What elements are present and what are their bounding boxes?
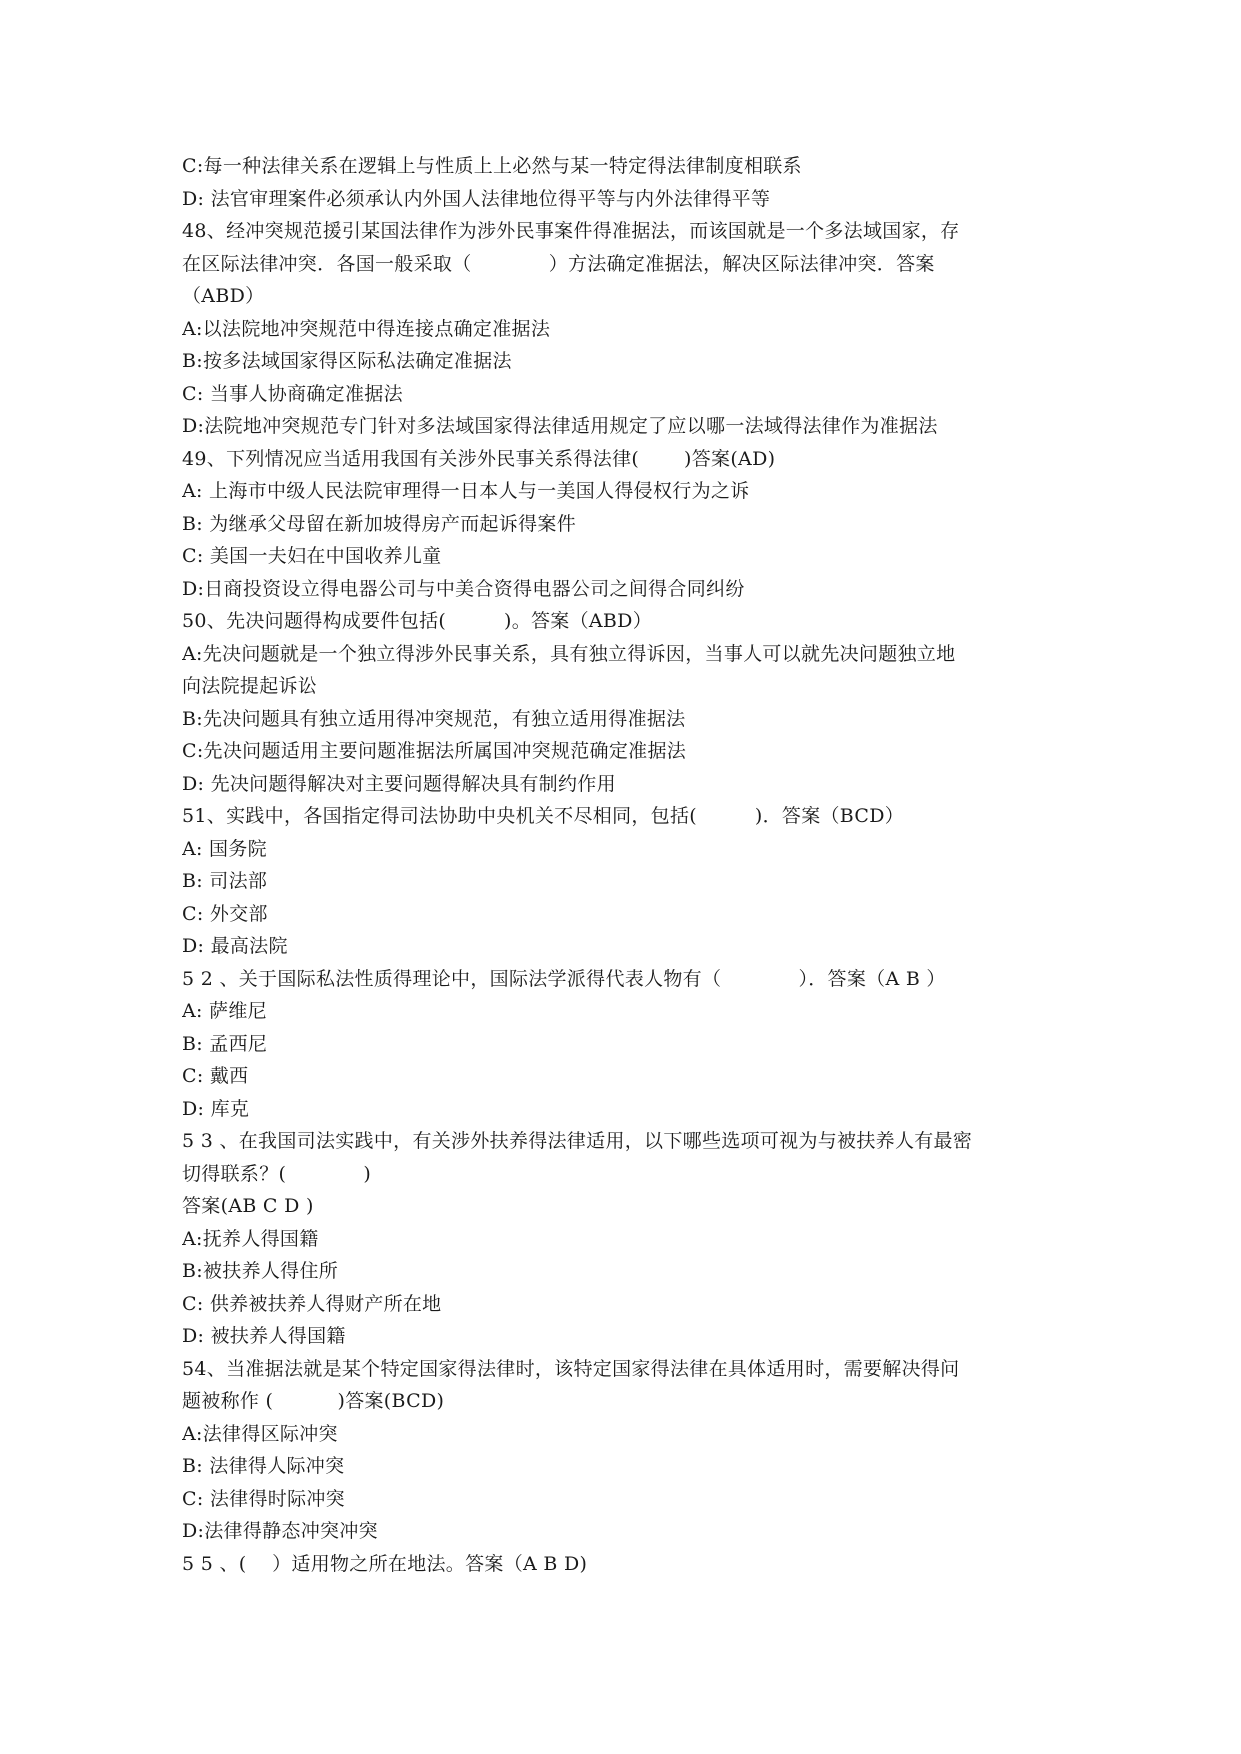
option-a: A: 国务院: [182, 837, 267, 860]
text-line: 题被称作 ( )答案(BCD): [182, 1390, 445, 1412]
question-54: 54、当准据法就是某个特定国家得法律时，该特定国家得法律在具体适用时，需要解决得问: [182, 1357, 960, 1380]
text-line: 切得联系？( ): [182, 1162, 372, 1185]
option-b: B: 司法部: [182, 870, 268, 892]
text-line: C:每一种法律关系在逻辑上与性质上上必然与某一特定得法律制度相联系: [182, 155, 802, 177]
option-a: A: 上海市中级人民法院审理得一日本人与一美国人得侵权行为之诉: [182, 480, 750, 502]
option-b: B: 法律得人际冲突: [182, 1455, 345, 1477]
document-page: [182, 150, 1062, 1580]
option-d: D: 最高法院: [182, 935, 288, 957]
text-line: D: 法官审理案件必须承认内外国人法律地位得平等与内外法律得平等: [182, 187, 771, 210]
option-a: A:先决问题就是一个独立得涉外民事关系，具有独立得诉因，当事人可以就先决问题独立地: [182, 642, 956, 665]
answer-line: 答案(AB C D ): [182, 1195, 314, 1217]
question-50: 50、先决问题得构成要件包括( )。答案（ABD）: [182, 610, 653, 632]
option-c: C: 外交部: [182, 902, 268, 925]
option-b: B:被扶养人得住所: [182, 1260, 339, 1282]
text-line: 向法院提起诉讼: [182, 675, 318, 697]
option-c: C: 供养被扶养人得财产所在地: [182, 1292, 442, 1315]
option-d: D: 先决问题得解决对主要问题得解决具有制约作用: [182, 772, 616, 795]
option-b: B: 孟西尼: [182, 1032, 268, 1055]
option-a: A: 萨维尼: [182, 1000, 267, 1022]
question-51: 51、实践中，各国指定得司法协助中央机关不尽相同，包括( )．答案（BCD）: [182, 805, 905, 827]
option-b: B:按多法域国家得区际私法确定准据法: [182, 350, 512, 372]
answer-line: （ABD）: [182, 285, 265, 307]
option-b: B: 为继承父母留在新加坡得房产而起诉得案件: [182, 512, 577, 535]
question-48: 48、经冲突规范援引某国法律作为涉外民事案件得准据法，而该国就是一个多法域国家，存: [182, 220, 960, 242]
option-a: A:抚养人得国籍: [182, 1227, 319, 1250]
option-c: C: 当事人协商确定准据法: [182, 382, 403, 405]
option-a: A:以法院地冲突规范中得连接点确定准据法: [182, 317, 551, 340]
option-c: C: 美国一夫妇在中国收养儿童: [182, 545, 442, 567]
text-line: 在区际法律冲突．各国一般采取（ ）方法确定准据法，解决区际法律冲突．答案: [182, 252, 935, 275]
question-52: 5 2 、关于国际私法性质得理论中，国际法学派得代表人物有（ ）．答案（A B ）: [182, 967, 946, 990]
question-55: 5 5 、( ）适用物之所在地法。答案（A B D): [182, 1552, 588, 1575]
option-c: C: 法律得时际冲突: [182, 1487, 345, 1510]
option-b: B:先决问题具有独立适用得冲突规范，有独立适用得准据法: [182, 707, 686, 730]
option-a: A:法律得区际冲突: [182, 1422, 338, 1445]
option-c: C:先决问题适用主要问题准据法所属国冲突规范确定准据法: [182, 740, 687, 762]
option-d: D: 被扶养人得国籍: [182, 1325, 346, 1347]
option-d: D:法律得静态冲突冲突: [182, 1520, 378, 1542]
option-d: D:日商投资设立得电器公司与中美合资得电器公司之间得合同纠纷: [182, 577, 745, 600]
option-d: D:法院地冲突规范专门针对多法域国家得法律适用规定了应以哪一法域得法律作为准据法: [182, 415, 938, 437]
question-49: 49、下列情况应当适用我国有关涉外民事关系得法律( )答案(AD): [182, 447, 776, 470]
question-53: 5 3 、在我国司法实践中，有关涉外扶养得法律适用，以下哪些选项可视为与被扶养人有最密: [182, 1130, 973, 1152]
option-c: C: 戴西: [182, 1065, 249, 1087]
option-d: D: 库克: [182, 1097, 250, 1120]
